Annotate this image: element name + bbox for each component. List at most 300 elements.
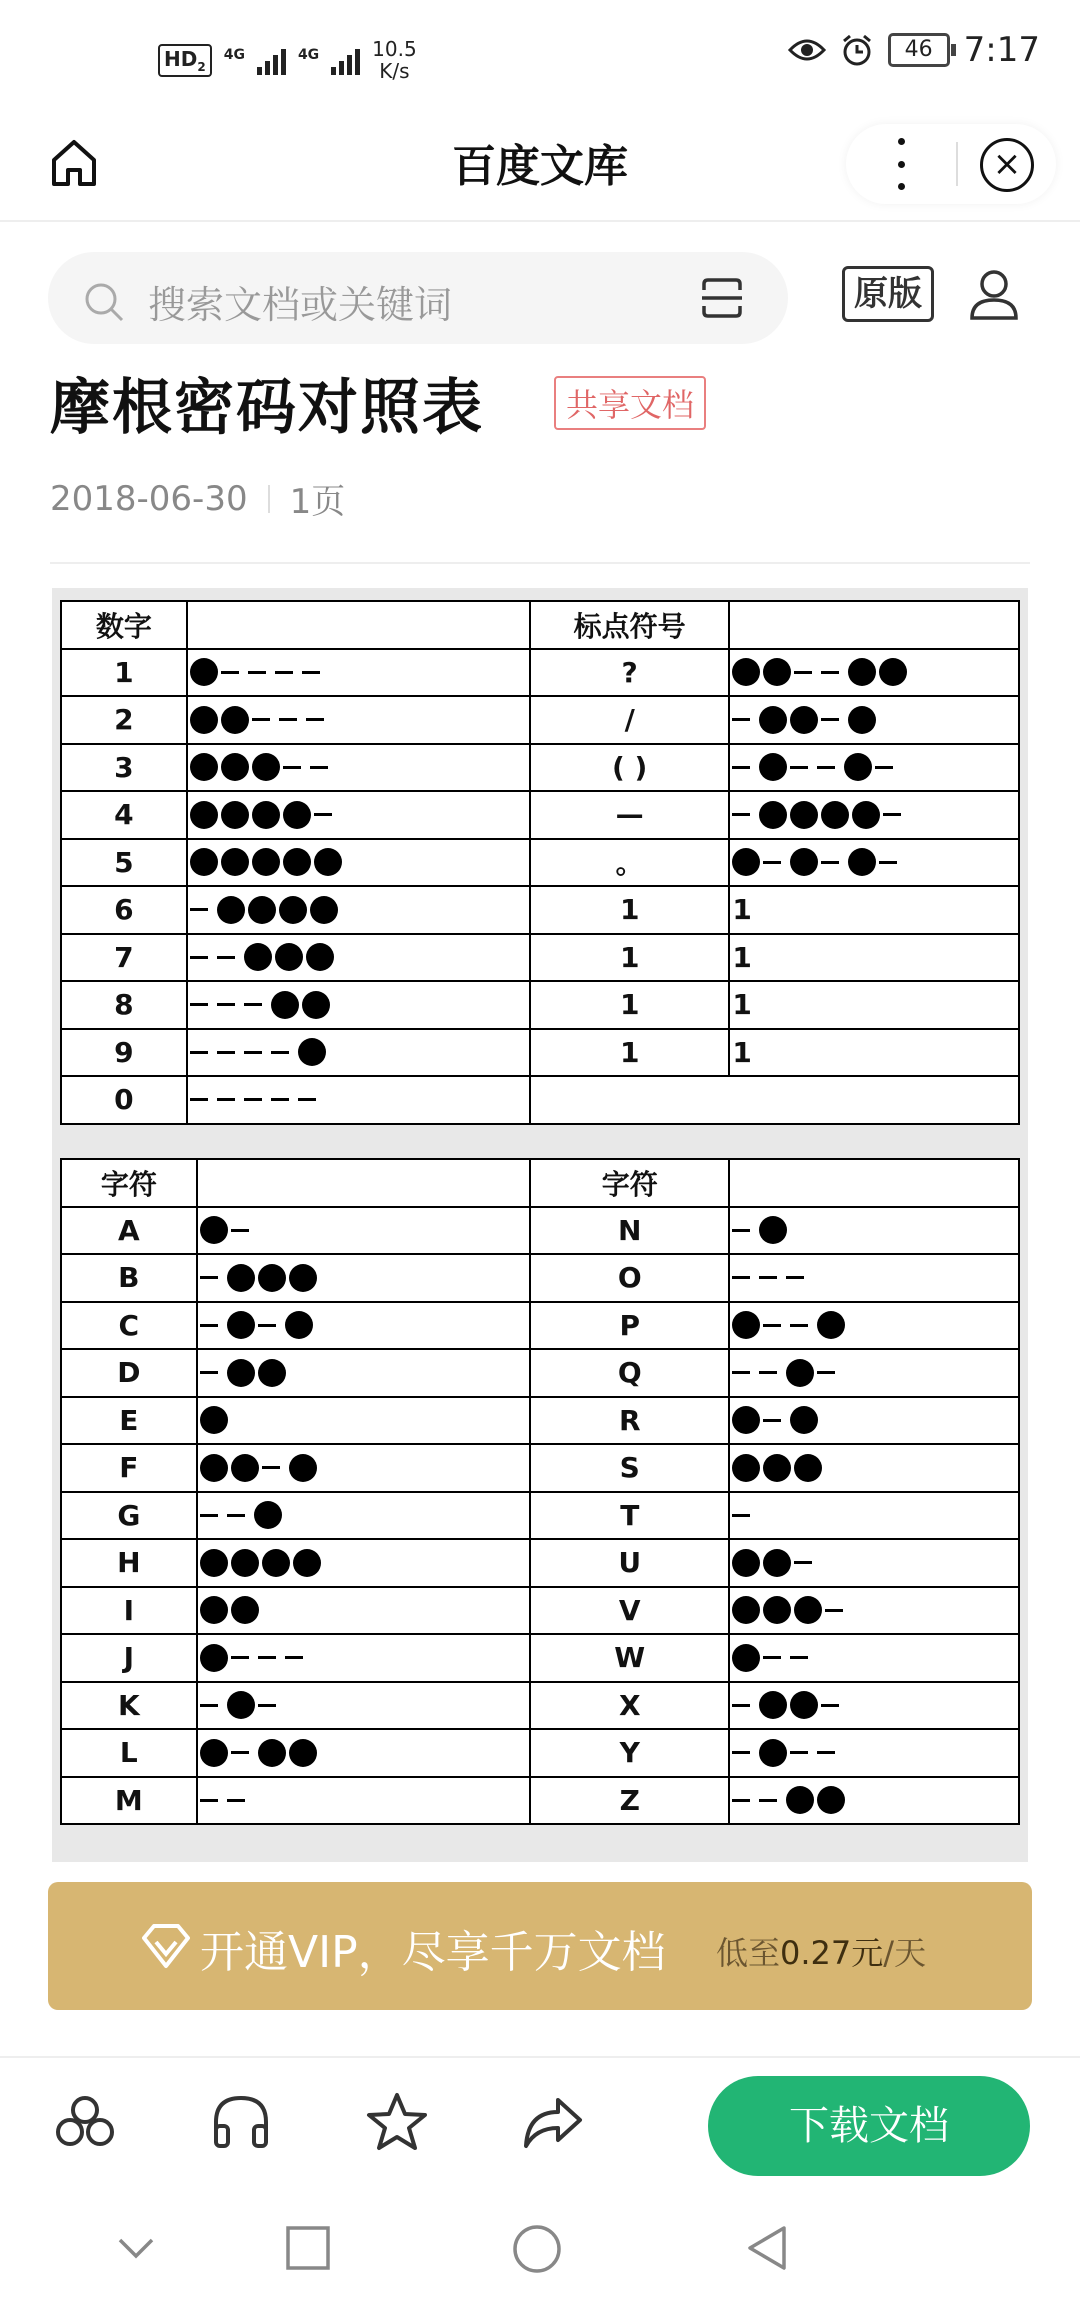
morse-dot	[200, 1454, 228, 1482]
code-cell	[197, 1777, 530, 1825]
morse-dot	[190, 706, 218, 734]
network-speed: 10.5 K/s	[372, 37, 417, 83]
shared-doc-tag: 共享文档	[554, 376, 706, 430]
morse-dot	[306, 943, 334, 971]
symbol-cell: /	[530, 696, 729, 744]
morse-dash	[221, 671, 239, 674]
code-cell	[729, 839, 1019, 887]
morse-code	[732, 1350, 1018, 1396]
code-cell	[729, 1729, 1019, 1777]
morse-dot	[790, 706, 818, 734]
morse-dash	[258, 1704, 276, 1707]
morse-dot	[786, 1786, 814, 1814]
code-cell	[197, 1492, 530, 1540]
morse-dash	[227, 1514, 245, 1517]
symbol-cell: Q	[530, 1349, 729, 1397]
symbol-cell: M	[61, 1777, 197, 1825]
user-icon[interactable]	[966, 266, 1022, 322]
table-header-cell: 字符	[530, 1159, 729, 1207]
morse-dot	[310, 896, 338, 924]
morse-dash	[200, 1276, 218, 1279]
battery-icon: 46	[888, 33, 950, 67]
morse-dash	[790, 1751, 808, 1754]
clock: 7:17	[963, 30, 1040, 70]
morse-code	[190, 840, 529, 886]
table-row	[61, 1777, 1019, 1825]
morse-dash	[283, 766, 301, 769]
morse-dot	[732, 1311, 760, 1339]
morse-dot	[759, 1691, 787, 1719]
morse-dot	[231, 1549, 259, 1577]
status-bar	[0, 0, 1080, 120]
morse-code	[732, 650, 1018, 696]
code-cell	[187, 744, 530, 792]
morse-dot	[221, 801, 249, 829]
symbol-cell: 1	[530, 1029, 729, 1077]
morse-dot	[759, 706, 787, 734]
symbol-cell: 7	[61, 934, 187, 982]
morse-dash	[786, 1276, 804, 1279]
morse-code	[732, 1588, 1018, 1634]
symbol-cell: V	[530, 1587, 729, 1635]
morse-dot	[252, 801, 280, 829]
morse-code	[200, 1255, 529, 1301]
morse-dot	[248, 896, 276, 924]
morse-dash	[763, 1419, 781, 1422]
morse-dash	[732, 1229, 750, 1232]
morse-code	[732, 792, 1018, 838]
morse-dot	[283, 848, 311, 876]
morse-dot	[283, 801, 311, 829]
code-cell	[729, 1444, 1019, 1492]
morse-code	[200, 1398, 529, 1444]
morse-code	[732, 697, 1018, 743]
symbol-cell: R	[530, 1397, 729, 1445]
table-header-cell: 数字	[61, 601, 187, 649]
table-row	[61, 1444, 1019, 1492]
morse-dash	[732, 1799, 750, 1802]
code-cell	[187, 839, 530, 887]
morse-dash	[217, 1003, 235, 1006]
morse-dot	[200, 1406, 228, 1434]
morse-dot	[293, 1549, 321, 1577]
morse-dot	[786, 1359, 814, 1387]
table-row	[61, 1029, 1019, 1077]
morse-code	[190, 745, 529, 791]
symbol-cell: O	[530, 1254, 729, 1302]
back-triangle-icon[interactable]	[742, 2224, 790, 2272]
morse-dot	[221, 753, 249, 781]
morse-code	[190, 650, 529, 696]
morse-dot	[190, 753, 218, 781]
morse-dot	[279, 896, 307, 924]
symbol-cell: G	[61, 1492, 197, 1540]
symbol-cell: Y	[530, 1729, 729, 1777]
vip-text: 开通VIP，尽享千万文档	[200, 1927, 666, 1978]
morse-code	[190, 1077, 529, 1123]
morse-dash	[200, 1799, 218, 1802]
scan-icon[interactable]	[700, 276, 744, 320]
code-cell	[187, 1029, 530, 1077]
morse-dash	[790, 766, 808, 769]
code-cell	[187, 1076, 530, 1124]
morse-code	[190, 982, 529, 1028]
morse-dash	[732, 1751, 750, 1754]
morse-code	[732, 1635, 1018, 1681]
morse-dash	[302, 671, 320, 674]
code-cell	[729, 696, 1019, 744]
morse-dash	[217, 1051, 235, 1054]
morse-dot	[763, 658, 791, 686]
code-cell	[729, 744, 1019, 792]
morse-dot	[200, 1549, 228, 1577]
morse-dash	[244, 1098, 262, 1101]
table-row	[61, 1302, 1019, 1350]
morse-dot	[790, 848, 818, 876]
morse-dash	[821, 671, 839, 674]
morse-dash	[732, 766, 750, 769]
table-header-row	[61, 1159, 1019, 1207]
morse-dot	[732, 848, 760, 876]
symbol-cell: S	[530, 1444, 729, 1492]
top-nav-bar	[0, 120, 1080, 222]
morse-dot	[227, 1359, 255, 1387]
table-row	[61, 696, 1019, 744]
morse-dash	[759, 1276, 777, 1279]
code-cell	[729, 1302, 1019, 1350]
close-icon[interactable]: ×	[980, 138, 1034, 192]
table-row	[61, 1492, 1019, 1540]
morse-dash	[763, 1324, 781, 1327]
code-cell	[197, 1349, 530, 1397]
mini-program-capsule	[846, 124, 1056, 204]
morse-code	[200, 1208, 529, 1254]
morse-dot	[759, 1216, 787, 1244]
morse-dot	[848, 848, 876, 876]
morse-dash	[279, 718, 297, 721]
morse-dot	[190, 848, 218, 876]
signal-icon	[257, 45, 286, 75]
symbol-cell: ( )	[530, 744, 729, 792]
morse-dot	[285, 1311, 313, 1339]
table-header-cell	[187, 601, 530, 649]
morse-code	[732, 840, 1018, 886]
morse-dot	[763, 1596, 791, 1624]
morse-dot	[298, 1038, 326, 1066]
morse-dot	[252, 753, 280, 781]
morse-dot	[790, 1406, 818, 1434]
code-cell	[197, 1682, 530, 1730]
morse-dash	[190, 1003, 208, 1006]
download-button[interactable]: 下载文档	[708, 2076, 1030, 2176]
code-cell	[729, 649, 1019, 697]
code-cell	[729, 1207, 1019, 1255]
original-version-button[interactable]: 原版	[842, 266, 934, 322]
code-cell	[729, 1539, 1019, 1587]
morse-dash	[825, 1609, 843, 1612]
symbol-cell: 8	[61, 981, 187, 1029]
morse-dash	[190, 908, 208, 911]
search-bar[interactable]	[48, 252, 788, 344]
morse-dash	[217, 1098, 235, 1101]
morse-dot	[759, 801, 787, 829]
recent-apps-icon[interactable]	[284, 2224, 332, 2272]
table-row	[61, 981, 1019, 1029]
morse-code	[200, 1730, 529, 1776]
morse-dot	[227, 1311, 255, 1339]
symbol-cell: Z	[530, 1777, 729, 1825]
share-icon[interactable]	[520, 2090, 586, 2156]
morse-dash	[200, 1704, 218, 1707]
table-row	[61, 744, 1019, 792]
morse-code	[732, 1208, 1018, 1254]
morse-dot	[790, 801, 818, 829]
symbol-cell: 1	[61, 649, 187, 697]
document-meta	[50, 474, 345, 523]
code-cell	[197, 1729, 530, 1777]
morse-code: 1	[732, 940, 752, 974]
morse-dot	[262, 1549, 290, 1577]
table-row	[61, 1349, 1019, 1397]
morse-code: 1	[732, 893, 752, 927]
morse-dot	[271, 991, 299, 1019]
morse-code	[200, 1683, 529, 1729]
morse-dot	[258, 1264, 286, 1292]
morse-dash	[244, 1051, 262, 1054]
morse-dot	[732, 1644, 760, 1672]
symbol-cell: 5	[61, 839, 187, 887]
page-title: 百度文库	[452, 141, 628, 192]
code-cell	[729, 791, 1019, 839]
morse-dot	[258, 1359, 286, 1387]
morse-dot	[244, 943, 272, 971]
code-cell	[187, 791, 530, 839]
code-cell	[729, 1634, 1019, 1682]
morse-dot	[231, 1596, 259, 1624]
morse-dash	[763, 1656, 781, 1659]
code-cell	[729, 981, 1019, 1029]
morse-code	[200, 1540, 529, 1586]
morse-code	[200, 1635, 529, 1681]
code-cell	[729, 934, 1019, 982]
code-cell	[187, 696, 530, 744]
morse-dash	[732, 1276, 750, 1279]
status-left	[158, 38, 417, 82]
morse-dot	[200, 1596, 228, 1624]
morse-dash	[258, 1324, 276, 1327]
symbol-cell: H	[61, 1539, 197, 1587]
morse-code	[190, 887, 529, 933]
document-pages: 1页	[289, 482, 346, 522]
symbol-cell: ?	[530, 649, 729, 697]
morse-dot	[289, 1739, 317, 1767]
symbol-cell: D	[61, 1349, 197, 1397]
morse-code	[200, 1350, 529, 1396]
morse-code	[200, 1778, 529, 1824]
table-row	[61, 1539, 1019, 1587]
morse-dash	[759, 1371, 777, 1374]
morse-dot	[227, 1691, 255, 1719]
home-circle-icon[interactable]	[512, 2224, 562, 2274]
morse-dash	[790, 1656, 808, 1659]
search-input[interactable]: 搜索文档或关键词	[148, 283, 453, 327]
morse-dot	[794, 1454, 822, 1482]
table-row	[61, 791, 1019, 839]
table-row	[61, 1254, 1019, 1302]
table-header-cell	[197, 1159, 530, 1207]
symbol-cell: K	[61, 1682, 197, 1730]
symbol-cell: A	[61, 1207, 197, 1255]
morse-dash	[817, 1371, 835, 1374]
morse-dot	[190, 801, 218, 829]
table-header-row	[61, 601, 1019, 649]
morse-dash	[732, 718, 750, 721]
table-row	[61, 649, 1019, 697]
morse-dot	[221, 706, 249, 734]
code-cell	[187, 934, 530, 982]
morse-dash	[732, 813, 750, 816]
morse-dot	[190, 658, 218, 686]
morse-code	[732, 1255, 1018, 1301]
morse-dash	[285, 1656, 303, 1659]
star-icon[interactable]	[364, 2090, 430, 2156]
capsule-divider	[956, 142, 958, 186]
symbol-cell: 1	[530, 934, 729, 982]
morse-dash	[794, 671, 812, 674]
code-cell	[197, 1207, 530, 1255]
morse-dot	[821, 801, 849, 829]
morse-dash	[244, 1003, 262, 1006]
eye-icon	[788, 36, 826, 64]
symbol-cell: 6	[61, 886, 187, 934]
document-title: 摩根密码对照表	[50, 373, 484, 443]
morse-dot	[763, 1549, 791, 1577]
morse-code	[200, 1588, 529, 1634]
morse-code	[732, 1778, 1018, 1824]
morse-dot	[732, 658, 760, 686]
table-header-cell: 字符	[61, 1159, 197, 1207]
morse-dash	[231, 1656, 249, 1659]
morse-code	[190, 792, 529, 838]
morse-code: 1	[732, 1035, 752, 1069]
symbol-cell: 。	[530, 839, 729, 887]
morse-dot	[200, 1644, 228, 1672]
morse-dash	[314, 813, 332, 816]
morse-dot	[759, 753, 787, 781]
morse-dash	[200, 1371, 218, 1374]
code-cell	[729, 1682, 1019, 1730]
symbol-cell: P	[530, 1302, 729, 1350]
headphones-icon[interactable]	[208, 2090, 274, 2156]
table-row	[61, 1729, 1019, 1777]
chevron-down-icon[interactable]	[112, 2224, 160, 2272]
morse-code	[732, 745, 1018, 791]
morse-dot	[759, 1739, 787, 1767]
morse-dot	[231, 1454, 259, 1482]
morse-dash	[190, 1051, 208, 1054]
morse-dot	[289, 1454, 317, 1482]
symbol-cell: 1	[530, 981, 729, 1029]
morse-dot	[200, 1216, 228, 1244]
morse-dash	[298, 1098, 316, 1101]
morse-dash	[258, 1656, 276, 1659]
document-preview[interactable]	[52, 588, 1028, 1862]
morse-dash	[231, 1751, 249, 1754]
morse-dash	[732, 1514, 750, 1517]
signal-icon-2	[331, 45, 360, 75]
morse-code	[190, 1030, 529, 1076]
symbol-cell: W	[530, 1634, 729, 1682]
hd-badge: $HD_2$	[158, 44, 212, 77]
bottom-action-bar	[0, 2056, 1080, 2188]
code-cell	[729, 1492, 1019, 1540]
morse-code	[190, 697, 529, 743]
symbol-cell: T	[530, 1492, 729, 1540]
morse-code	[732, 1303, 1018, 1349]
symbol-cell: I	[61, 1587, 197, 1635]
document-date: 2018-06-30	[50, 478, 248, 519]
code-cell	[729, 1349, 1019, 1397]
status-right	[788, 30, 1040, 70]
symbol-cell: 1	[530, 886, 729, 934]
morse-code	[732, 1398, 1018, 1444]
code-cell	[197, 1254, 530, 1302]
community-icon[interactable]	[52, 2090, 118, 2156]
table-row	[61, 1682, 1019, 1730]
table-header-cell	[729, 1159, 1019, 1207]
morse-dot	[879, 658, 907, 686]
morse-dash	[231, 1229, 249, 1232]
morse-dot	[302, 991, 330, 1019]
morse-dash	[821, 718, 839, 721]
morse-dash	[252, 718, 270, 721]
morse-dot	[254, 1501, 282, 1529]
vip-banner[interactable]	[48, 1882, 1032, 2010]
morse-dash	[262, 1466, 280, 1469]
table-row	[61, 839, 1019, 887]
table-row	[61, 1397, 1019, 1445]
morse-dash	[817, 1751, 835, 1754]
morse-dash	[794, 1561, 812, 1564]
symbol-cell: N	[530, 1207, 729, 1255]
morse-dot	[732, 1549, 760, 1577]
more-icon[interactable]	[891, 138, 911, 190]
morse-dash	[248, 671, 266, 674]
code-cell	[187, 981, 530, 1029]
table-header-cell	[729, 601, 1019, 649]
code-cell	[187, 886, 530, 934]
code-cell	[197, 1539, 530, 1587]
morse-dash	[275, 671, 293, 674]
morse-dash	[190, 956, 208, 959]
morse-code	[732, 1540, 1018, 1586]
morse-dot	[817, 1786, 845, 1814]
morse-dash	[200, 1514, 218, 1517]
morse-dash	[306, 718, 324, 721]
symbol-cell: 9	[61, 1029, 187, 1077]
morse-dot	[227, 1264, 255, 1292]
morse-dash	[217, 956, 235, 959]
morse-dash	[732, 1371, 750, 1374]
morse-dot	[252, 848, 280, 876]
morse-dash	[271, 1051, 289, 1054]
symbol-cell: F	[61, 1444, 197, 1492]
morse-dot	[289, 1264, 317, 1292]
morse-dash	[883, 813, 901, 816]
morse-code	[732, 1730, 1018, 1776]
morse-dash	[732, 1704, 750, 1707]
symbol-cell: C	[61, 1302, 197, 1350]
